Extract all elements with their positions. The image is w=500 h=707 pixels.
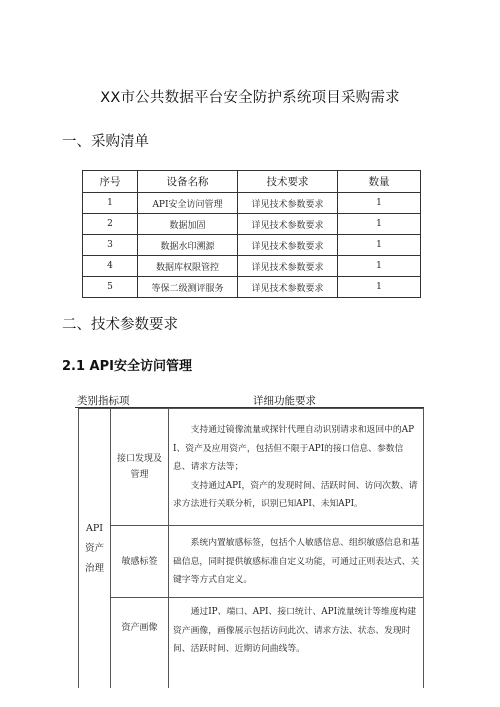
- cell-quantity: 1: [338, 256, 421, 277]
- column-label-detail: 详细功能要求: [253, 395, 316, 407]
- cell-device-name: 数据库权限管控: [138, 256, 238, 277]
- detail-paragraph: 支持通过API，资产的发现时间、活跃时间、访问次数、请求方法进行关联分析，识别已知API、未知API。: [173, 480, 418, 510]
- table-row: [83, 277, 421, 298]
- cell-quantity: 1: [338, 277, 421, 298]
- column-label-category: 类别指标项: [77, 395, 130, 407]
- requirements-table: [78, 408, 424, 688]
- cell-quantity: 1: [338, 193, 421, 214]
- table-row: [79, 598, 424, 689]
- document-title: XX市公共数据平台安全防护系统项目采购需求: [100, 90, 400, 106]
- item-detail-cell: [169, 409, 424, 526]
- table-header-row: [83, 171, 421, 193]
- cell-index: 5: [83, 277, 138, 298]
- cell-index: 1: [83, 193, 138, 214]
- col-header-device-name: 设备名称: [138, 171, 238, 193]
- item-name-cell: 资产画像: [111, 598, 169, 689]
- item-name-cell: 接口发现及管理: [111, 409, 169, 526]
- col-header-tech-requirement: 技术要求: [238, 171, 338, 193]
- cell-tech-requirement: 详见技术参数要求: [238, 277, 338, 298]
- item-detail-cell: [169, 526, 424, 598]
- table-row: [83, 235, 421, 256]
- table-row: [83, 214, 421, 235]
- cell-index: 2: [83, 214, 138, 235]
- cell-tech-requirement: 详见技术参数要求: [238, 214, 338, 235]
- table-row: [79, 526, 424, 598]
- cell-device-name: API安全访问管理: [138, 193, 238, 214]
- cell-quantity: 1: [338, 214, 421, 235]
- category-cell: [79, 409, 111, 689]
- cell-index: 4: [83, 256, 138, 277]
- cell-index: 3: [83, 235, 138, 256]
- section-heading-procurement-list: 一、采购清单: [62, 134, 149, 150]
- cell-device-name: 等保二级测评服务: [138, 277, 238, 298]
- cell-tech-requirement: 详见技术参数要求: [238, 235, 338, 256]
- subsection-heading-api-access: 2.1 API安全访问管理: [62, 359, 192, 374]
- cell-device-name: 数据加固: [138, 214, 238, 235]
- table-row: [83, 193, 421, 214]
- col-header-quantity: 数量: [338, 171, 421, 193]
- col-header-index: 序号: [83, 171, 138, 193]
- item-name-cell: 敏感标签: [111, 526, 169, 598]
- item-detail-cell: [169, 598, 424, 689]
- cell-device-name: 数据水印溯源: [138, 235, 238, 256]
- detail-paragraph: 系统内置敏感标签，包括个人敏感信息、组织敏感信息和基础信息，同时提供敏感标准自定义功能，可通过正则表达式、关键字等方式自定义。: [173, 538, 420, 586]
- category-label: API资产治理: [84, 522, 104, 574]
- cell-tech-requirement: 详见技术参数要求: [238, 256, 338, 277]
- section-heading-tech-params: 二、技术参数要求: [62, 317, 178, 333]
- detail-paragraph: 支持通过镜像流量或探针代理自动识别请求和返回中的API、资产及应用资产，包括但不限于API的接口信息、参数信息、请求方法等；: [173, 425, 414, 473]
- procurement-table: [82, 170, 421, 298]
- table-row: [79, 409, 424, 526]
- cell-tech-requirement: 详见技术参数要求: [238, 193, 338, 214]
- detail-paragraph: 通过IP、端口、API、接口统计、API流量统计等维度构建资产画像，画像展示包括访问此次、请求方法、状态、发现时间、活跃时间、近期访问曲线等。: [173, 607, 417, 654]
- cell-quantity: 1: [338, 235, 421, 256]
- table-row: [83, 256, 421, 277]
